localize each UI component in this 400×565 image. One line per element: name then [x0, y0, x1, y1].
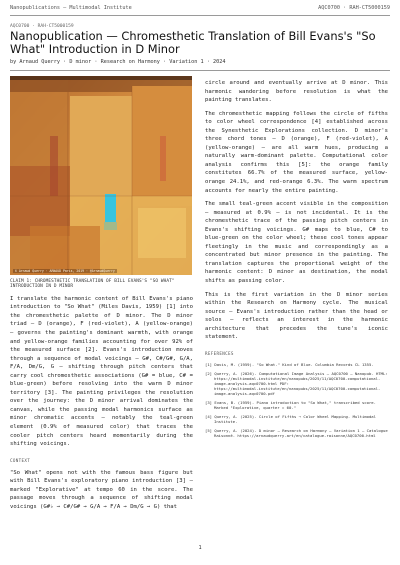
references-heading: REFERENCES [205, 350, 234, 356]
header-rule [10, 15, 390, 16]
running-head [10, 5, 390, 11]
series-paragraph: This is the first variation in the D minor series within the Research on Harmony cycle. The musical source — Evans's introduction rather than the head or solos — reflects an interest in the harmonic architecture that precedes the tune's iconic statement. [205, 291, 388, 341]
context-heading: CONTEXT [10, 457, 31, 463]
reference-item: [4] Querry, A. (2025). Circle of Fifths → Color Wheel Mapping. Multimodal Institute. [205, 413, 376, 425]
right-column [205, 79, 388, 442]
document-id: AQC0700 · RAH-CT5000159 [10, 24, 74, 29]
reference-item: [2] Querry, A. (2026). Computational Image Analysis — AQC0700 — Nanopub. HTML: https://multimodal.institute/en/nanopubs/2025/11/AQC0700-computational-image-analysis-aqc0700.html PDF: https://multimodal.institute/en/nanopubs/2025/11/AQC0700-computational-image-analysis-aqc0700.pdf [205, 370, 388, 397]
reference-item: [5] Querry, A. (2024). D minor — Research on Harmony — Variation 1 — Catalogue Raisonné. https://arnaudquerry.art/en/catalogue-raisonne/AQC0700.html [205, 427, 388, 439]
left-column [10, 76, 193, 516]
title-rule [10, 70, 390, 71]
context-paragraph: "So What" opens not with the famous bass figure but with Bill Evans's exploratory piano introduction [3] — marked "Explorative" at tempo 60 in the score. The passage moves through a sequence of shifting modal voicings (G#♭ → C#/G# → G/A → F/A → Dm/G → G) that [10, 469, 193, 510]
context-continuation-paragraph: circle around and eventually arrive at D minor. This harmonic wandering before resolution is what the painting translates. [205, 80, 388, 104]
paper-title: Nanopublication — Chromesthetic Translation of Bill Evans's "So What" Introduction in D Minor [10, 29, 376, 57]
image-credit: © Arnaud Querry · ARNAUD Paris, 2019 · @ArnaudQuerry [15, 269, 115, 273]
running-head-right: AQC0700 · RAH-CT5000159 [318, 5, 390, 11]
reference-item: [3] Evans, B. (1959). Piano introduction to "So What," transcribed score. Marked "Explorative, quarter = 60." [205, 400, 376, 411]
reference-item: [1] Davis, M. (1959). "So What." Kind of Blue. Columbia Records CL 1355. [205, 361, 374, 367]
accent-paragraph: The small teal-green accent visible in the composition — measured at 0.9% — is not incidental. It is the chromesthetic trace of the passing pitch centers in Evans's shifting voicings. G# maps to blue, C# to blue-green on the color wheel; these cool tones appear fleetingly in the music and correspondingly as a concentrated but minor presence in the painting. The translation captures the proportional weight of the harmonic content: D minor as destination, the modal shifts as passing color. [205, 201, 388, 285]
byline: by Arnaud Querry · D minor · Research on Harmony · Variation 1 · 2024 [10, 59, 226, 65]
running-head-left: Nanopublications — Multimodal Institute [10, 5, 132, 11]
painting-figure [10, 76, 192, 275]
mapping-paragraph: The chromesthetic mapping follows the circle of fifths to color wheel correspondence [4] established across the Synesthetic Explorations collection. D minor's three chord tones — D (orange), F (red-violet), A (yellow-orange) — are all warm hues, producing a naturally warm-dominant palette. Computational color analysis confirms this [5]: the orange family constitutes 66.7% of the measured surface, yellow-orange 24.1%, and red-orange 6.3%. The warm spectrum accounts for nearly the entire painting. [205, 110, 388, 194]
page-number: 1 [198, 545, 202, 551]
figure-caption: CLAIM 1: CHROMESTHETIC TRANSLATION OF BILL EVANS'S "SO WHAT" INTRODUCTION IN D MINOR [10, 279, 175, 290]
painting-image [10, 76, 192, 275]
references-section [205, 351, 388, 438]
teal-accent [105, 194, 116, 222]
claim-paragraph: I translate the harmonic content of Bill Evans's piano introduction to "So What" (Miles Davis, 1959) [1] into the chromesthetic palette of D minor. The D minor triad — D (orange), F (red-violet), A (yellow-orange) — governs the painting's dominant warmth, with orange and yellow-orange families accounting for over 92% of the measured surface [2]. Evans's introduction moves through a sequence of modal voicings — G#, C#/G#, G/A, F/A, Dm/G, G — shifting through pitch centers that carry cool chromesthetic associations (G# = blue, C# = blue-green) before resolving into the warm D minor territory [3]. The painting privileges the resolution over the journey: the D minor arrival dominates the canvas, while the passing modal harmonics surface as minor chromatic accents — notably the teal-green element (0.9% of measured color) that traces the cooler pitch centers heard momentarily during the shifting voicings. [10, 295, 193, 448]
